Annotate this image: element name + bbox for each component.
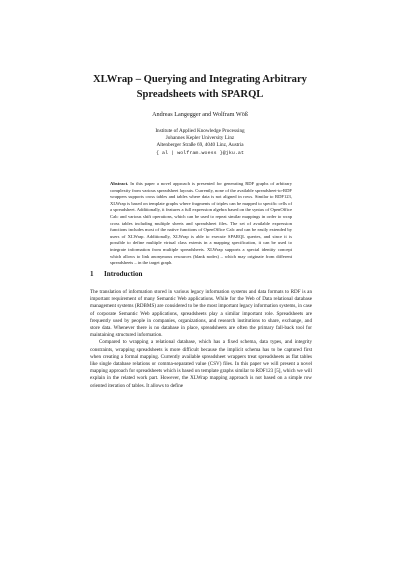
section-number: 1 bbox=[90, 270, 94, 278]
abstract-text: In this paper a novel approach is presented for generating RDF graphs of arbitrary complexity from various spreadsheet layouts. Currently, none of the available spreadsheet-to-RDF wrappers supports cross tables and tables where data is not aligned in rows. Similar to RDF123, XLWrap is based on template graphs where fragments of triples can be mapped to specific cells of a spreadsheet. Additionally, it features a full expression algebra based on the syntax of OpenOffice Calc and various shift operations, which can be used to repeat similar mappings in order to wrap cross tables including multiple sheets and spreadsheet files. The set of available expression functions includes most of the native functions of OpenOffice Calc and can be easily extended by users of XLWrap. Additionally, XLWrap is able to execute SPARQL queries, and since it is possible to define multiple virtual class extents in a mapping specification, it can be used to integrate information from multiple spreadsheets. XLWrap supports a special identity concept which allows to link anonymous resources (blank nodes) – which may originate from different spreadsheets – in the target graph. bbox=[110, 181, 292, 266]
body-paragraph-2: Compared to wrapping a relational database, which has a fixed schema, data types, and integrity constraints, wrapping spreadsheets is more difficult because the implicit schema has to be captured first when creating a formal mapping. Currently available spreadsheet wrappers treat spreadsheets as flat tables like single database relations or comma-separated value (CSV) files. In this paper we will present a novel mapping approach for spreadsheets which is based on template graphs similar to RDF123 [5], which we will explain in the related work part. However, the XLWrap mapping approach is not based on a simple row oriented iteration of tables. It allows to define bbox=[90, 339, 312, 389]
affiliation-address: Altenberger Straße 69, 4040 Linz, Austria bbox=[156, 142, 244, 149]
paper-authors: Andreas Langegger and Wolfram Wöß bbox=[152, 111, 248, 118]
paper-title bbox=[60, 72, 340, 102]
abstract-label: Abstract. bbox=[110, 181, 129, 186]
body-text bbox=[90, 289, 312, 390]
section-heading bbox=[90, 270, 143, 279]
section-title: Introduction bbox=[104, 270, 143, 278]
abstract bbox=[110, 181, 292, 267]
affiliation-block bbox=[0, 128, 400, 157]
affiliation-institute: Institute of Applied Knowledge Processing bbox=[155, 128, 245, 134]
paper-title-line-2: Spreadsheets with SPARQL bbox=[136, 89, 264, 100]
body-paragraph-1: The translation of information stored in various legacy information systems and data formats to RDF is an important requirement of many Semantic Web applications. While for the Web of Data relational database management systems (RDBMS) are considered to be the most important legacy information systems, in case of corporate Semantic Web applications, spreadsheets play a similar important role. Spreadsheets are frequently used by people in companies, organizations, and research institutions to share, exchange, and store data. Whenever there is no database in place, spreadsheets are often the primary fall-back tool for maintaining structured information. bbox=[90, 289, 312, 339]
paper-title-line-1: XLWrap – Querying and Integrating Arbitrary bbox=[93, 74, 307, 85]
affiliation-university: Johannes Kepler University Linz bbox=[165, 135, 235, 142]
affiliation-emails: { al | wolfram.woess }@jku.at bbox=[155, 150, 244, 156]
